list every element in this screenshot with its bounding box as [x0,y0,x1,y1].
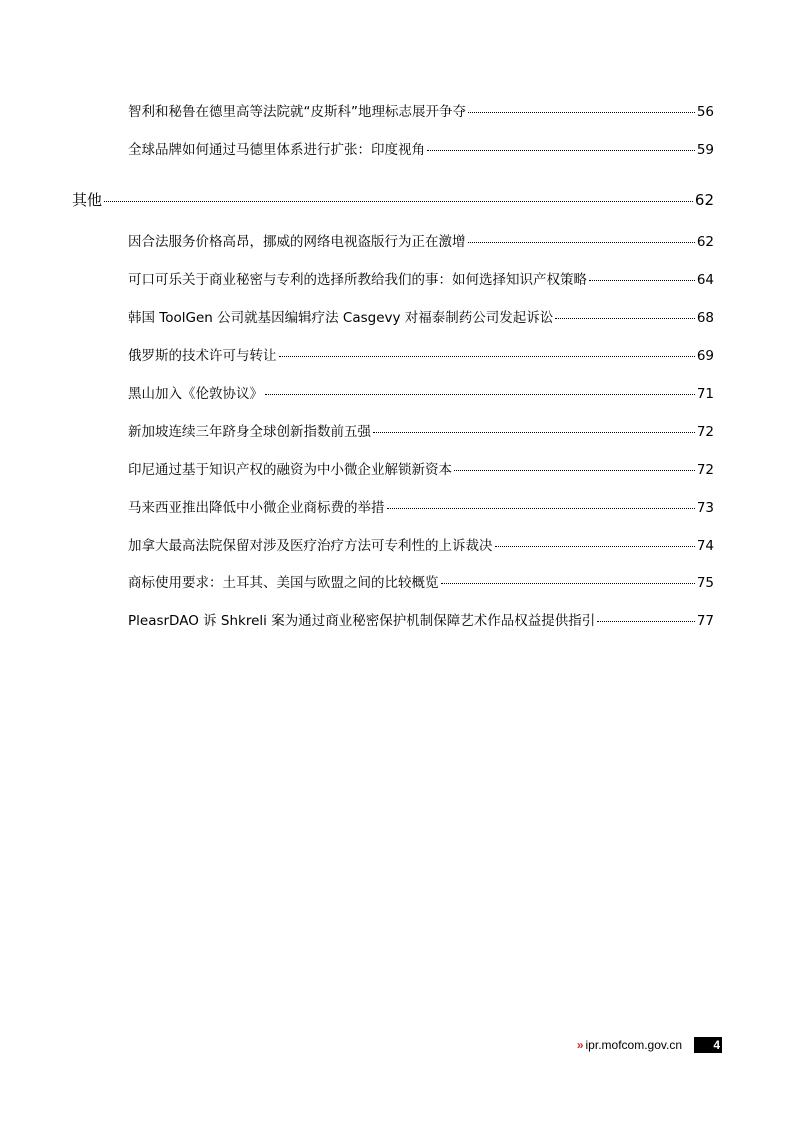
toc-entry-page: 75 [696,575,714,591]
dot-leader [589,280,695,281]
footer-site-link[interactable]: ipr.mofcom.gov.cn [585,1038,682,1052]
toc-entry[interactable] [128,571,714,591]
toc-entry-page: 64 [696,272,714,288]
dot-leader [597,621,695,622]
toc-entry-title: 可口可乐关于商业秘密与专利的选择所教给我们的事：如何选择知识产权策略 [128,272,587,288]
dot-leader [495,546,695,547]
toc-entry-title: 商标使用要求：土耳其、美国与欧盟之间的比较概览 [128,575,439,591]
toc-entry-page: 77 [696,613,714,629]
toc-section-title: 其他 [72,191,103,209]
toc-entry-title: 韩国 ToolGen 公司就基因编辑疗法 Casgevy 对福泰制药公司发起诉讼 [128,310,554,326]
toc-entry-title: 黑山加入《伦敦协议》 [128,386,263,402]
dot-leader [373,432,695,433]
page-footer [577,1036,722,1054]
page-number: 4 [694,1037,722,1053]
toc-entry[interactable] [128,100,714,120]
toc-section-other[interactable] [72,189,714,210]
toc-entry-title: 新加坡连续三年跻身全球创新指数前五强 [128,424,371,440]
toc-entry-page: 56 [696,104,714,120]
dot-leader [279,356,695,357]
toc-entry-title: 因合法服务价格高昂，挪威的网络电视盗版行为正在激增 [128,234,466,250]
dot-leader [104,201,693,202]
toc-entry[interactable] [128,306,714,326]
dot-leader [468,112,695,113]
toc-entry[interactable] [128,609,714,629]
toc-entry-title: 全球品牌如何通过马德里体系进行扩张：印度视角 [128,142,425,158]
toc-entry[interactable] [128,496,714,516]
dot-leader [468,242,695,243]
double-chevron-right-icon: » [576,1038,582,1052]
toc-entry-title: 智利和秘鲁在德里高等法院就“皮斯科”地理标志展开争夺 [128,104,466,120]
toc-entry[interactable] [128,534,714,554]
dot-leader [454,470,695,471]
toc-entry-page: 71 [696,386,714,402]
dot-leader [265,394,695,395]
toc-entry[interactable] [128,230,714,250]
toc-entry[interactable] [128,344,714,364]
dot-leader [427,150,695,151]
dot-leader [387,508,695,509]
toc-entry[interactable] [128,138,714,158]
toc-entry[interactable] [128,382,714,402]
toc-entry-title: PleasrDAO 诉 Shkreli 案为通过商业秘密保护机制保障艺术作品权益提供指引 [128,613,596,629]
dot-leader [441,583,695,584]
toc-entry-title: 加拿大最高法院保留对涉及医疗治疗方法可专利性的上诉裁决 [128,538,493,554]
dot-leader [555,318,695,319]
toc-entry-page: 72 [696,424,714,440]
toc-entry-title: 俄罗斯的技术许可与转让 [128,348,277,364]
toc-section-page: 62 [694,191,714,209]
toc-entry-page: 72 [696,462,714,478]
toc-entry-page: 59 [696,142,714,158]
toc-entry[interactable] [128,268,714,288]
toc-entry-page: 68 [696,310,714,326]
toc-entry[interactable] [128,420,714,440]
toc-entry-page: 74 [696,538,714,554]
toc-entry-title: 印尼通过基于知识产权的融资为中小微企业解锁新资本 [128,462,452,478]
toc-entry[interactable] [128,458,714,478]
toc-entry-page: 73 [696,500,714,516]
toc-entry-page: 69 [696,348,714,364]
toc-entry-title: 马来西亚推出降低中小微企业商标费的举措 [128,500,385,516]
toc-entry-page: 62 [696,234,714,250]
